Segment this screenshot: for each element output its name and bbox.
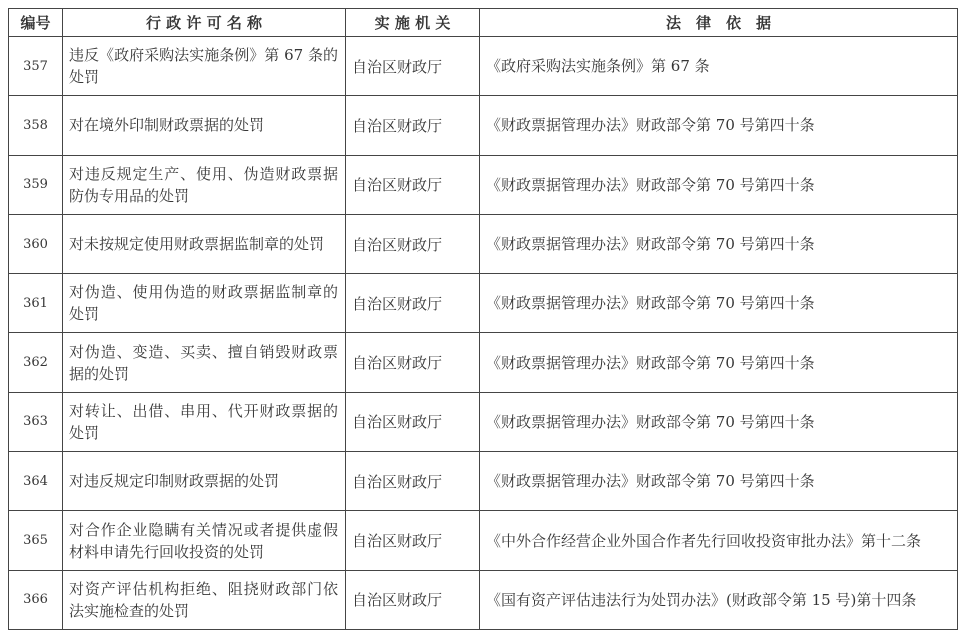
agency-cell: 自治区财政厅: [346, 333, 480, 392]
table-row: [9, 214, 958, 273]
table-row: [9, 570, 958, 629]
agency-cell: 自治区财政厅: [346, 452, 480, 511]
header-license-name: 行 政 许 可 名 称: [63, 9, 346, 37]
legal-basis-cell: 《政府采购法实施条例》第 67 条: [480, 37, 958, 96]
legal-basis-cell: 《财政票据管理办法》财政部令第 70 号第四十条: [480, 452, 958, 511]
legal-basis-cell: 《财政票据管理办法》财政部令第 70 号第四十条: [480, 333, 958, 392]
row-id-cell: 360: [9, 214, 63, 273]
row-id-cell: 362: [9, 333, 63, 392]
document-page: [8, 8, 958, 630]
legal-basis-cell: 《财政票据管理办法》财政部令第 70 号第四十条: [480, 392, 958, 451]
legal-basis-cell: 《中外合作经营企业外国合作者先行回收投资审批办法》第十二条: [480, 511, 958, 570]
header-agency: 实 施 机 关: [346, 9, 480, 37]
license-name-cell: 对违反规定印制财政票据的处罚: [63, 452, 346, 511]
row-id-cell: 365: [9, 511, 63, 570]
row-id-cell: 358: [9, 96, 63, 155]
row-id-cell: 364: [9, 452, 63, 511]
agency-cell: 自治区财政厅: [346, 274, 480, 333]
license-name-cell: 对转让、出借、串用、代开财政票据的处罚: [63, 392, 346, 451]
agency-cell: 自治区财政厅: [346, 511, 480, 570]
agency-cell: 自治区财政厅: [346, 570, 480, 629]
table-row: [9, 37, 958, 96]
legal-basis-cell: 《财政票据管理办法》财政部令第 70 号第四十条: [480, 214, 958, 273]
table-row: [9, 155, 958, 214]
table-row: [9, 333, 958, 392]
header-row: [9, 9, 958, 37]
legal-basis-cell: 《国有资产评估违法行为处罚办法》(财政部令第 15 号)第十四条: [480, 570, 958, 629]
agency-cell: 自治区财政厅: [346, 214, 480, 273]
header-id: 编号: [9, 9, 63, 37]
table-row: [9, 452, 958, 511]
row-id-cell: 363: [9, 392, 63, 451]
table-row: [9, 274, 958, 333]
license-name-cell: 对违反规定生产、使用、伪造财政票据防伪专用品的处罚: [63, 155, 346, 214]
license-name-cell: 违反《政府采购法实施条例》第 67 条的处罚: [63, 37, 346, 96]
license-name-cell: 对伪造、变造、买卖、擅自销毁财政票据的处罚: [63, 333, 346, 392]
row-id-cell: 366: [9, 570, 63, 629]
license-name-cell: 对未按规定使用财政票据监制章的处罚: [63, 214, 346, 273]
header-legal-basis: 法 律 依 据: [480, 9, 958, 37]
row-id-cell: 361: [9, 274, 63, 333]
legal-basis-cell: 《财政票据管理办法》财政部令第 70 号第四十条: [480, 155, 958, 214]
agency-cell: 自治区财政厅: [346, 155, 480, 214]
agency-cell: 自治区财政厅: [346, 37, 480, 96]
agency-cell: 自治区财政厅: [346, 96, 480, 155]
table-row: [9, 96, 958, 155]
table-row: [9, 392, 958, 451]
agency-cell: 自治区财政厅: [346, 392, 480, 451]
row-id-cell: 359: [9, 155, 63, 214]
row-id-cell: 357: [9, 37, 63, 96]
license-name-cell: 对伪造、使用伪造的财政票据监制章的处罚: [63, 274, 346, 333]
table-row: [9, 511, 958, 570]
license-name-cell: 对在境外印制财政票据的处罚: [63, 96, 346, 155]
legal-basis-cell: 《财政票据管理办法》财政部令第 70 号第四十条: [480, 96, 958, 155]
license-name-cell: 对合作企业隐瞒有关情况或者提供虚假材料申请先行回收投资的处罚: [63, 511, 346, 570]
administrative-license-table: [8, 8, 958, 630]
license-name-cell: 对资产评估机构拒绝、阻挠财政部门依法实施检查的处罚: [63, 570, 346, 629]
legal-basis-cell: 《财政票据管理办法》财政部令第 70 号第四十条: [480, 274, 958, 333]
